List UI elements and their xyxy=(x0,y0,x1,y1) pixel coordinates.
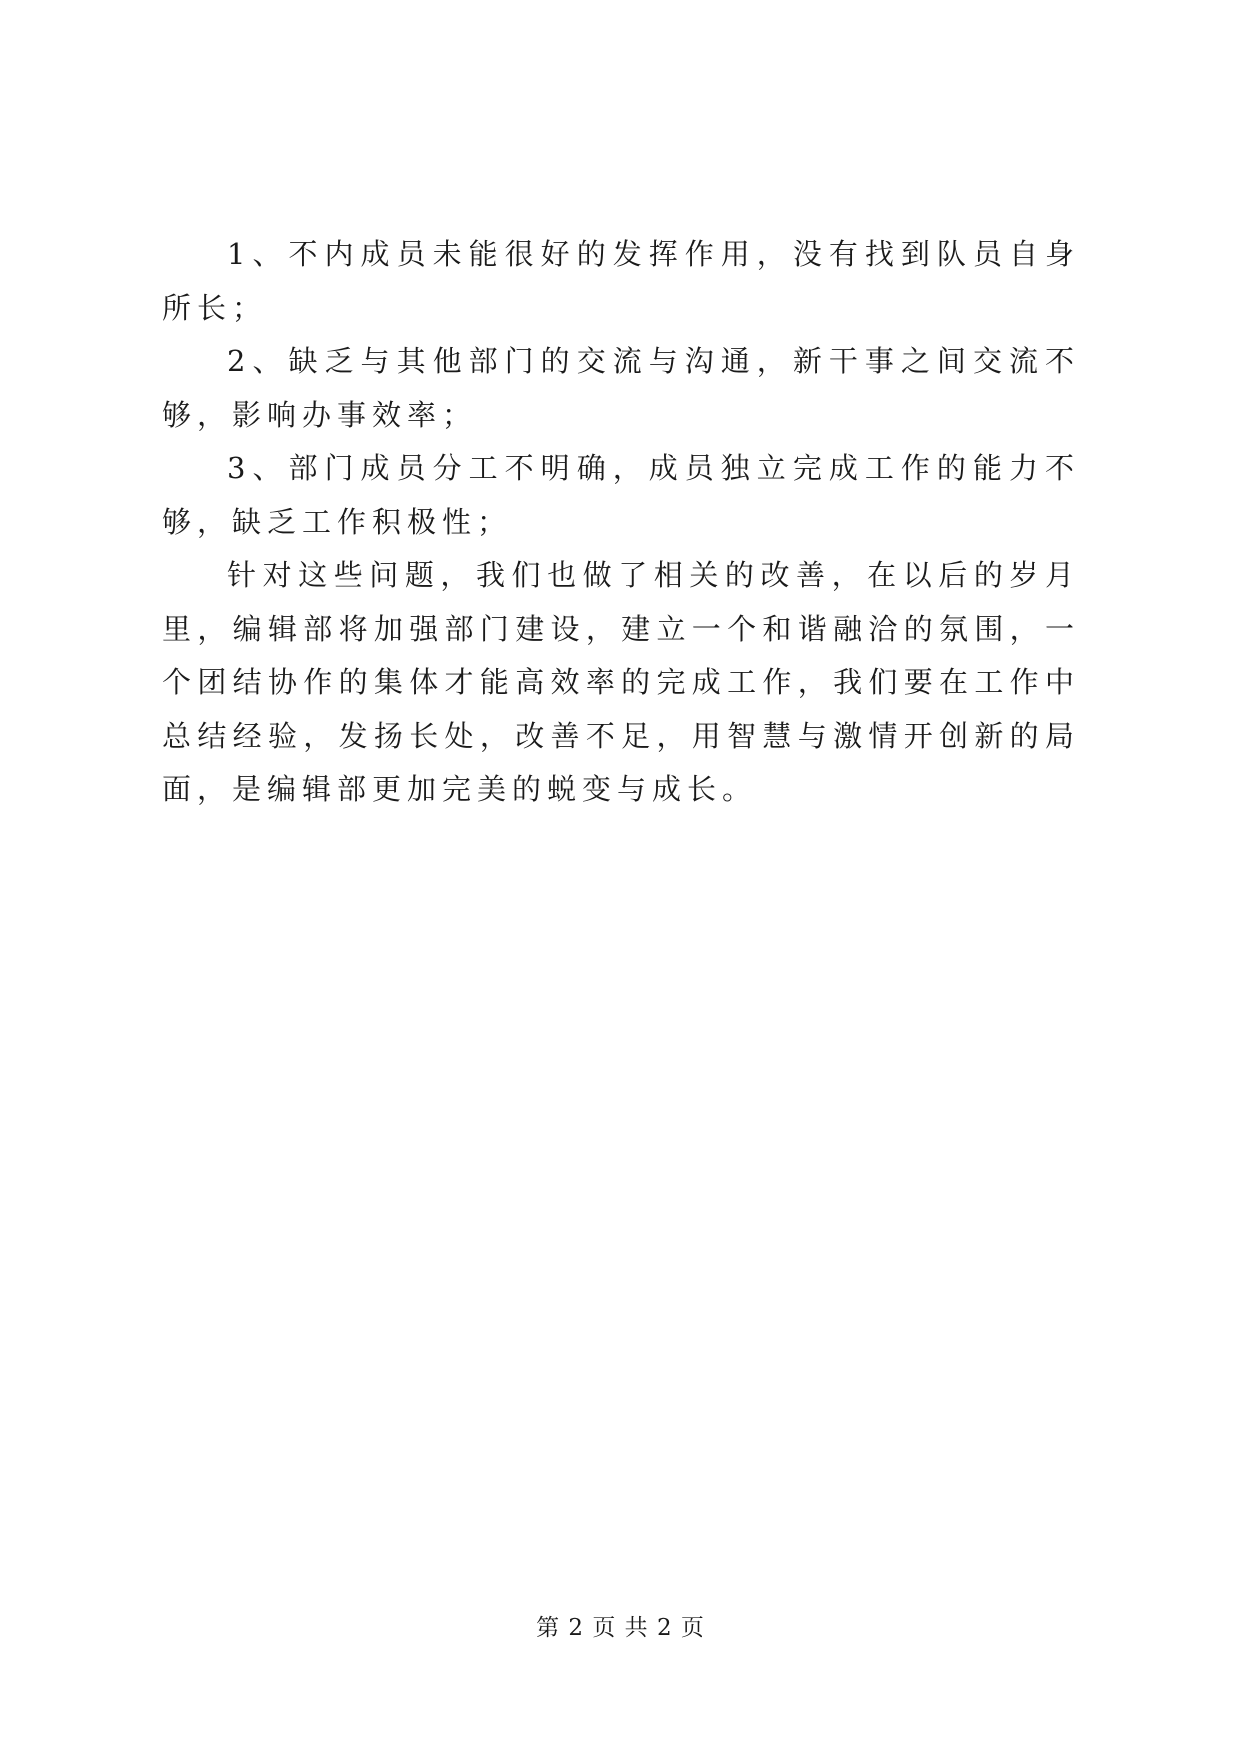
paragraph-item-3: 3、部门成员分工不明确，成员独立完成工作的能力不够，缺乏工作积极性； xyxy=(162,451,1080,539)
paragraph-item-1: 1、不内成员未能很好的发挥作用，没有找到队员自身所长； xyxy=(162,237,1080,325)
paragraph-conclusion: 针对这些问题，我们也做了相关的改善，在以后的岁月里，编辑部将加强部门建设，建立一个和谐融洽的氛围，一个团结协作的集体才能高效率的完成工作，我们要在工作中总结经验，发扬长处，改善不足，用智慧与激情开创新的局面，是编辑部更加完美的蜕变与成长。 xyxy=(162,558,1080,806)
page-footer: 第 2 页 共 2 页 xyxy=(536,1615,705,1641)
paragraph-item-2: 2、缺乏与其他部门的交流与沟通，新干事之间交流不够，影响办事效率； xyxy=(162,344,1080,432)
document-body xyxy=(162,228,1080,817)
